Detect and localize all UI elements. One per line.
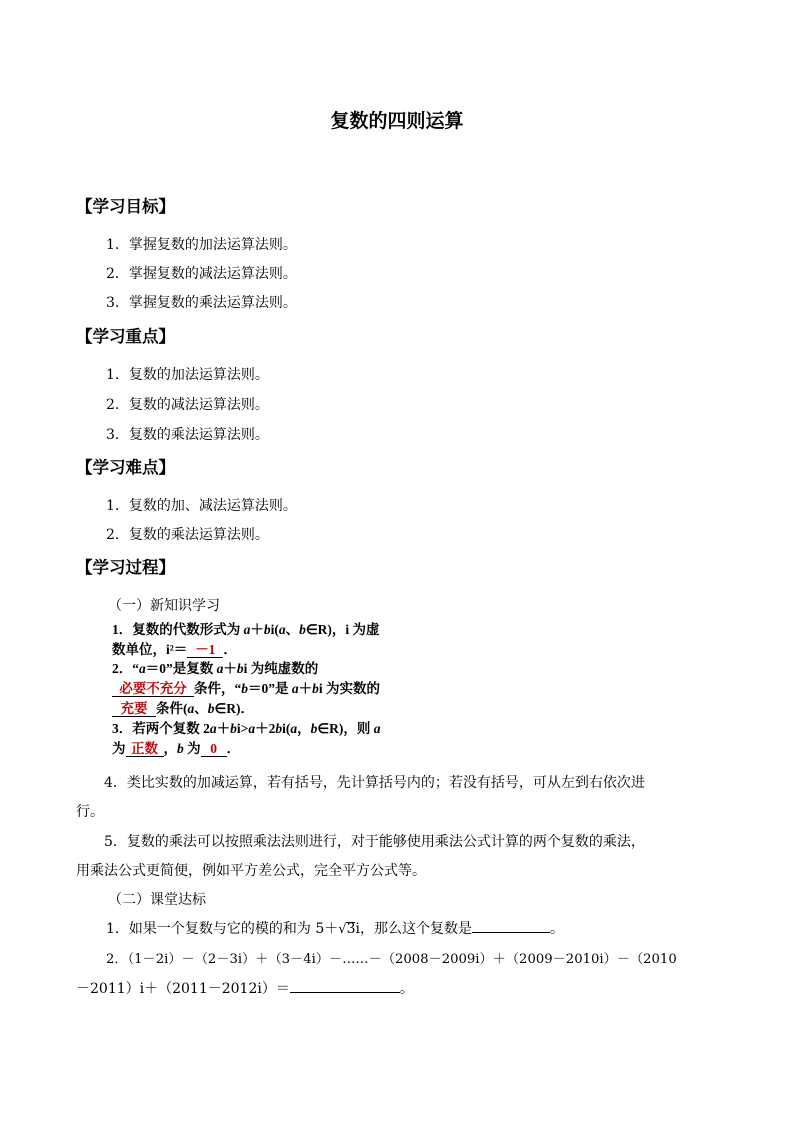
goals-heading: 【学习目标】 [76, 197, 175, 216]
question-3-line-1: 3．若两个复数 2a＋bi>a＋2bi(a，b∈R)，则 a [112, 721, 381, 736]
paragraph-5-line-2: 用乘法公式更简便，例如平方差公式，完全平方公式等。 [76, 863, 426, 879]
answer-a-sign: 正数 [126, 742, 164, 757]
key-point-item-1: 1．复数的加法运算法则。 [106, 367, 269, 383]
goal-item-2: 2．掌握复数的减法运算法则。 [106, 266, 297, 282]
difficulties-heading: 【学习难点】 [76, 458, 175, 477]
question-3-line-2: 为 正数 ，b 为 0 ． [112, 741, 241, 756]
question-1-line-1: 1．复数的代数形式为 a＋bi(a、b∈R)，i 为虚 [112, 622, 380, 637]
difficulty-item-1: 1．复数的加、减法运算法则。 [106, 498, 297, 514]
key-point-item-3: 3．复数的乘法运算法则。 [106, 427, 269, 443]
answer-b-value: 0 [201, 742, 227, 757]
paragraph-4-line-2: 行。 [76, 804, 104, 820]
difficulty-item-2: 2．复数的乘法运算法则。 [106, 527, 269, 543]
answer-blank-2[interactable] [290, 978, 400, 993]
answer-i-squared: －1 [187, 643, 223, 658]
part1-heading: （一）新知识学习 [108, 598, 220, 614]
answer-real-condition: 充要 [112, 702, 156, 717]
paragraph-4-line-1: 4．类比实数的加减运算，若有括号，先计算括号内的；若没有括号，可从左到右依次进 [104, 775, 645, 791]
question-1-line-2: 数单位，i²＝ －1 ． [112, 642, 237, 657]
key-point-item-2: 2．复数的减法运算法则。 [106, 397, 269, 413]
process-heading: 【学习过程】 [76, 558, 175, 577]
key-points-heading: 【学习重点】 [76, 327, 175, 346]
page-title: 复数的四则运算 [330, 110, 464, 132]
answer-pure-imaginary-condition: 必要不充分 [112, 682, 194, 697]
exercise-1: 1．如果一个复数与它的模的和为 5＋√3i，那么这个复数是 。 [106, 918, 564, 938]
part2-heading: （二）课堂达标 [108, 892, 206, 908]
question-2-line-1: 2．“a＝0”是复数 a＋bi 为纯虚数的 [112, 661, 319, 676]
exercise-2-line-2: －2011）i＋（2011－2012i）＝ 。 [76, 978, 414, 998]
goal-item-1: 1．掌握复数的加法运算法则。 [106, 237, 297, 253]
exercise-2-line-1: 2．（1－2i）－（2－3i）＋（3－4i）－……－（2008－2009i）＋（2009－2010i）－（2010 [106, 952, 677, 967]
paragraph-5-line-1: 5．复数的乘法可以按照乘法法则进行，对于能够使用乘法公式计算的两个复数的乘法， [104, 834, 645, 850]
answer-blank-1[interactable] [472, 918, 550, 933]
question-2-line-3: 充要 条件(a、b∈R)． [112, 697, 254, 717]
question-2-line-2: 必要不充分 条件，“b＝0”是 a＋bi 为实数的 [112, 677, 380, 697]
sqrt-icon: √ [338, 922, 347, 937]
goal-item-3: 3．掌握复数的乘法运算法则。 [106, 295, 297, 311]
